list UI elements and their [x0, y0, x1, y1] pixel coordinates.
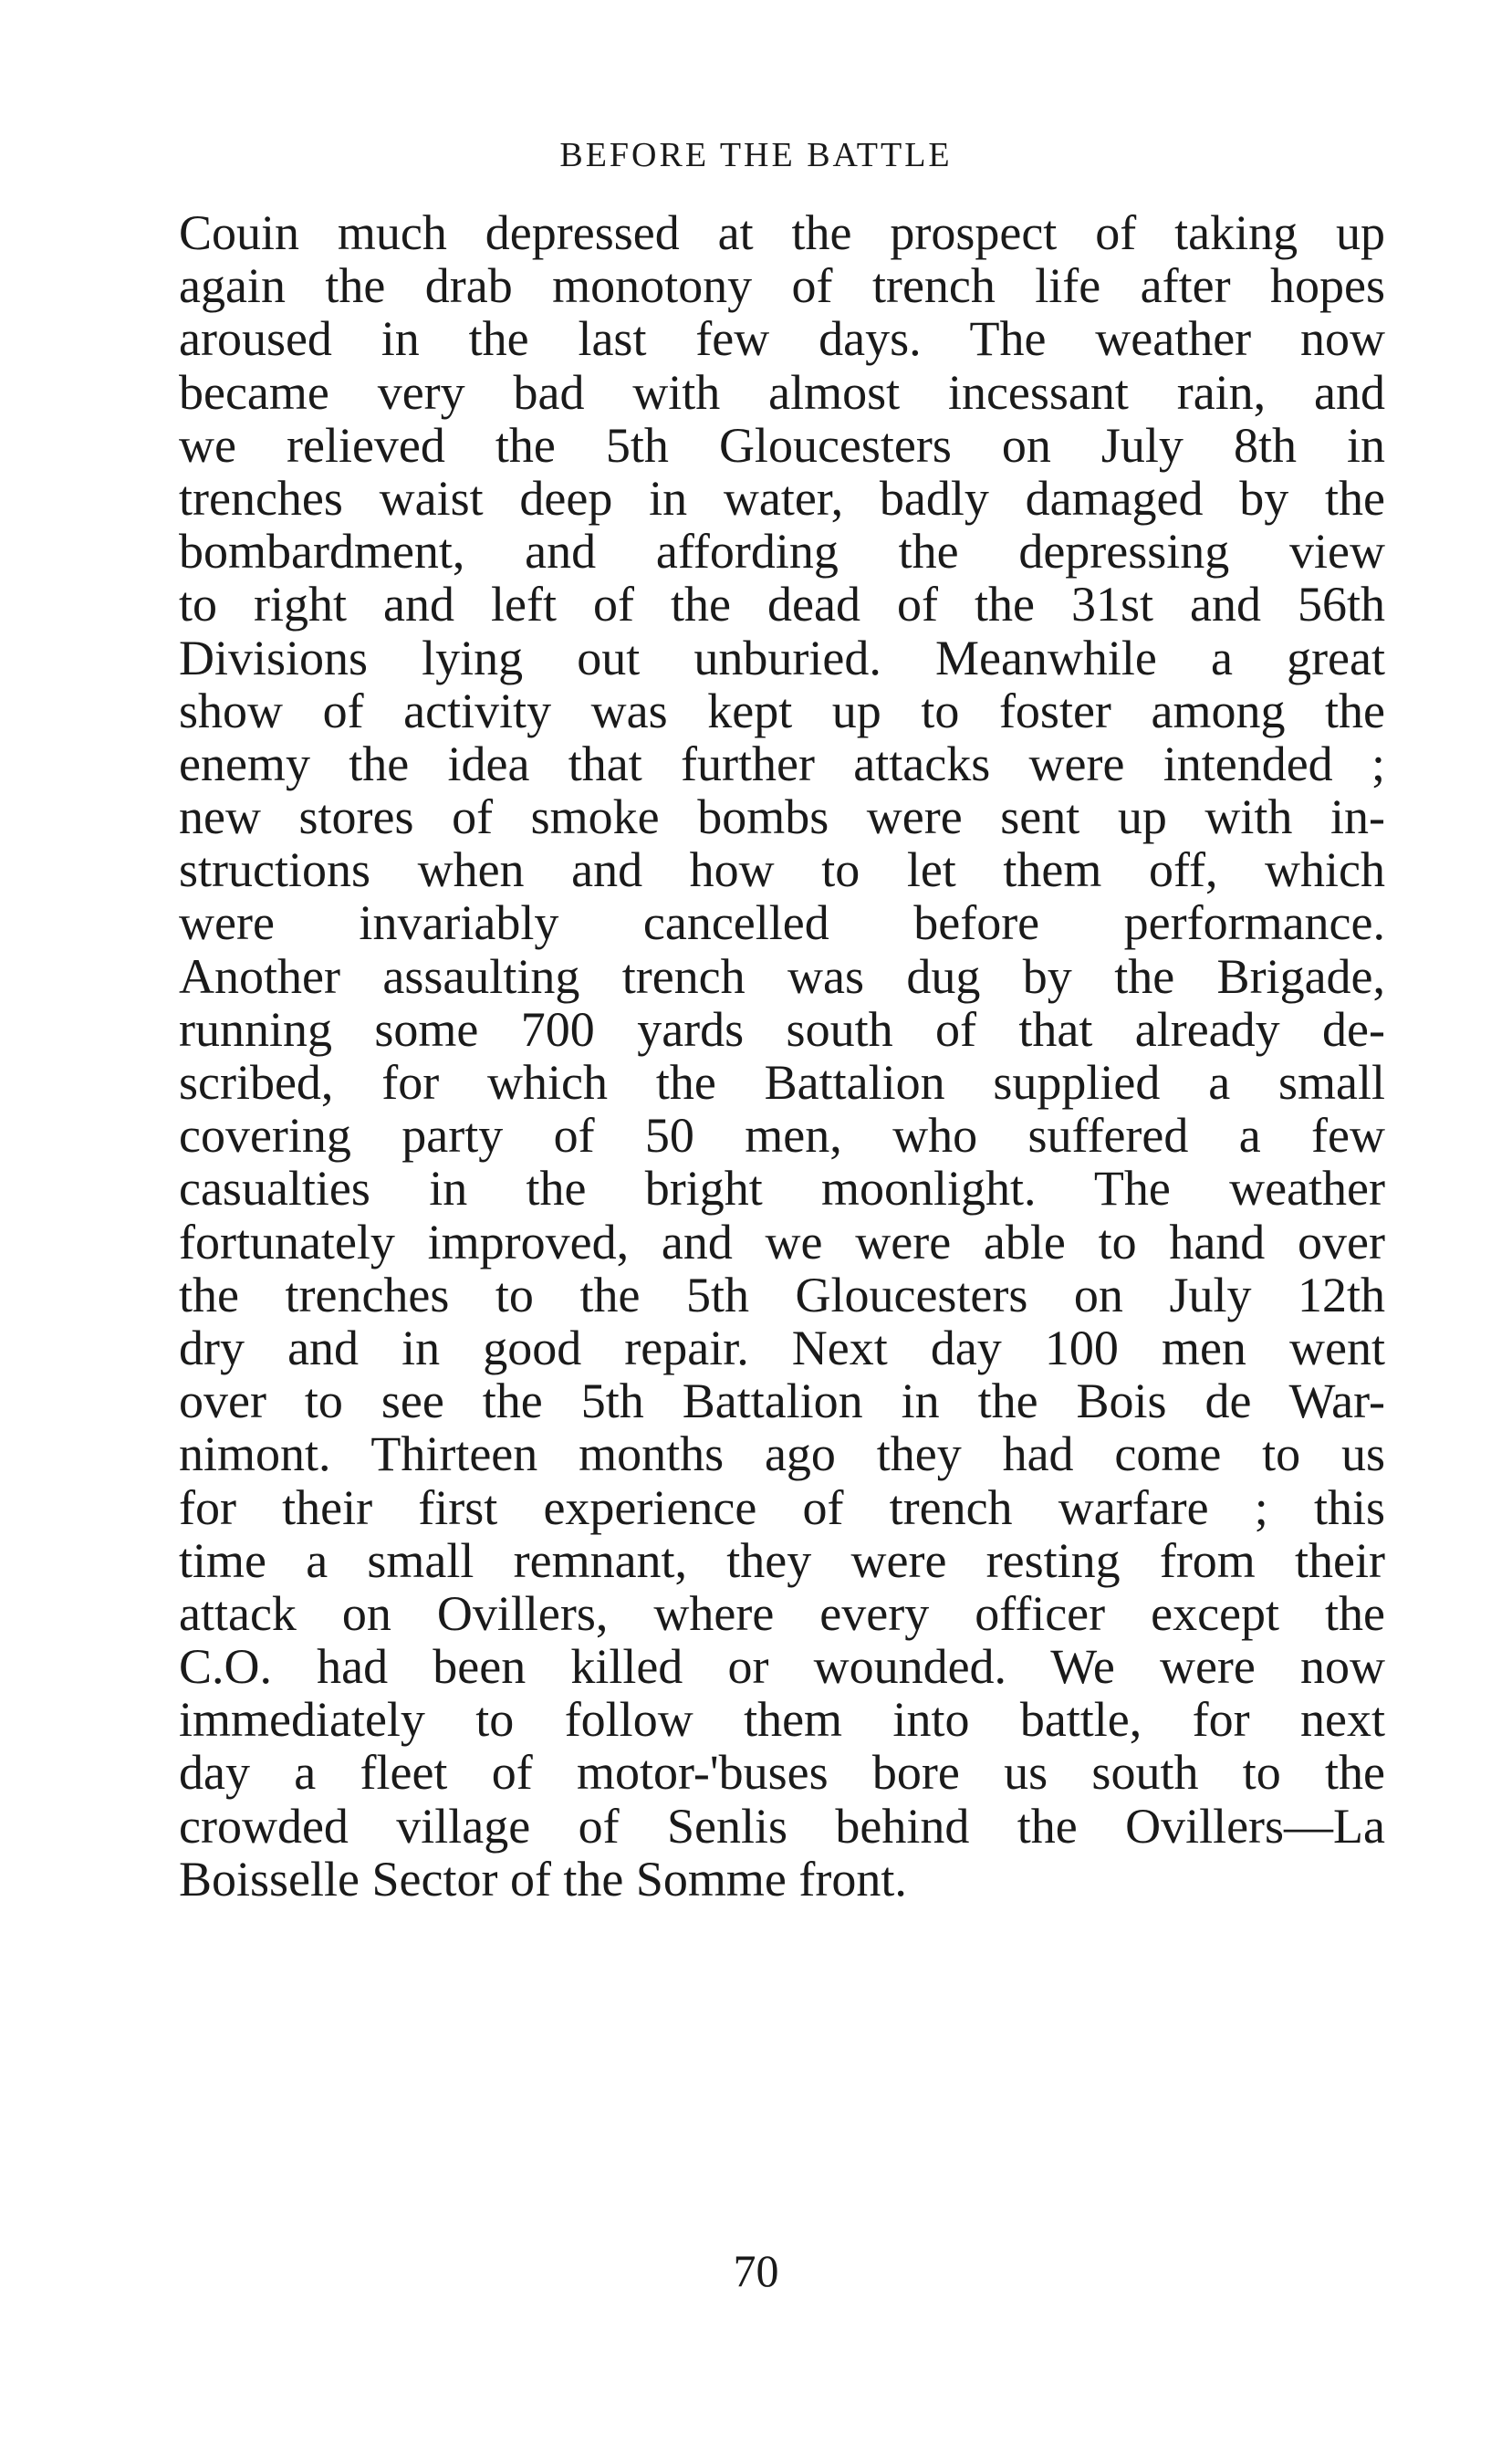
- text-line: over to see the 5th Battalion in the Bois de War-: [179, 1374, 1385, 1429]
- text-line: dry and in good repair. Next day 100 men went: [179, 1320, 1385, 1375]
- text-line: casualties in the bright moonlight. The weather: [179, 1161, 1385, 1217]
- body-paragraph: [179, 206, 1385, 1906]
- text-line: new stores of smoke bombs were sent up with in-: [179, 789, 1385, 845]
- text-line: enemy the idea that further attacks were intended ;: [179, 736, 1385, 791]
- running-head: BEFORE THE BATTLE: [559, 136, 953, 174]
- text-line: to right and left of the dead of the 31st and 56th: [179, 577, 1385, 632]
- text-line: aroused in the last few days. The weather now: [179, 311, 1385, 367]
- text-line: scribed, for which the Battalion supplied a small: [179, 1055, 1385, 1110]
- text-line: immediately to follow them into battle, for next: [179, 1692, 1385, 1748]
- text-line: Another assaulting trench was dug by the Brigade,: [179, 948, 1385, 1004]
- page-number: 70: [733, 2245, 779, 2296]
- text-line: bombardment, and affording the depressing view: [179, 524, 1385, 580]
- text-line: show of activity was kept up to foster among the: [179, 683, 1385, 738]
- text-line: structions when and how to let them off, which: [179, 842, 1385, 898]
- text-line: were invariably cancelled before performance.: [179, 895, 1385, 951]
- text-line: became very bad with almost incessant rain, and: [179, 364, 1385, 420]
- text-line: covering party of 50 men, who suffered a few: [179, 1108, 1385, 1164]
- text-line: we relieved the 5th Gloucesters on July 8th in: [179, 417, 1385, 473]
- text-line: C.O. had been killed or wounded. We were now: [179, 1639, 1385, 1695]
- text-line: time a small remnant, they were resting from their: [179, 1532, 1385, 1588]
- text-line: Divisions lying out unburied. Meanwhile a great: [179, 630, 1385, 685]
- text-line: the trenches to the 5th Gloucesters on July 12th: [179, 1267, 1385, 1322]
- text-line: running some 700 yards south of that already de-: [179, 1001, 1385, 1057]
- text-line: trenches waist deep in water, badly damaged by the: [179, 470, 1385, 526]
- text-line: Couin much depressed at the prospect of taking up: [179, 205, 1385, 260]
- text-line: Boisselle Sector of the Somme front.: [179, 1851, 907, 1907]
- text-line: crowded village of Senlis behind the Ovillers—La: [179, 1798, 1385, 1854]
- text-line: day a fleet of motor-'buses bore us south to the: [179, 1745, 1385, 1801]
- text-line: attack on Ovillers, where every officer except the: [179, 1585, 1385, 1641]
- text-line: nimont. Thirteen months ago they had come to us: [179, 1426, 1385, 1482]
- text-line: for their first experience of trench warfare ; this: [179, 1479, 1385, 1535]
- text-line: again the drab monotony of trench life after hopes: [179, 258, 1385, 314]
- text-line: fortunately improved, and we were able to hand over: [179, 1214, 1385, 1269]
